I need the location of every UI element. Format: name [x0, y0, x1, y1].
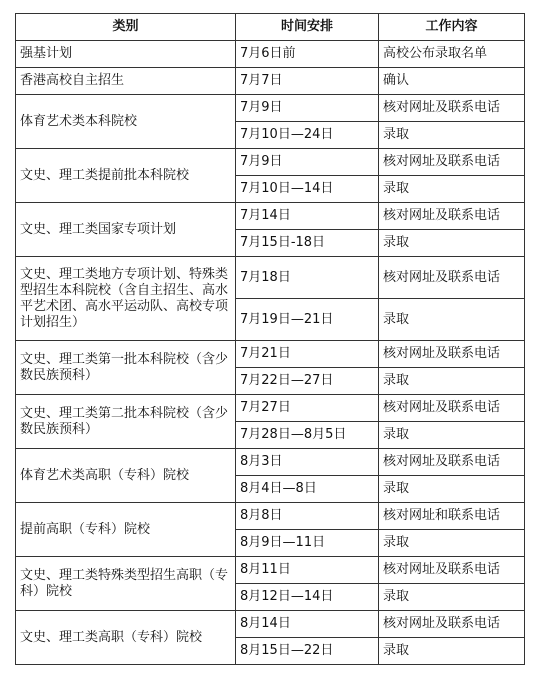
category-cell: 提前高职（专科）院校	[16, 503, 236, 557]
task-cell: 核对网址及联系电话	[379, 341, 525, 368]
header-task: 工作内容	[379, 14, 525, 41]
time-cell: 8月12日—14日	[236, 584, 379, 611]
table-row	[16, 257, 525, 299]
time-cell: 8月3日	[236, 449, 379, 476]
time-cell: 7月21日	[236, 341, 379, 368]
task-cell: 录取	[379, 638, 525, 665]
task-cell: 录取	[379, 176, 525, 203]
table-row	[16, 611, 525, 638]
task-cell: 录取	[379, 122, 525, 149]
time-cell: 7月19日—21日	[236, 299, 379, 341]
task-cell: 核对网址及联系电话	[379, 95, 525, 122]
schedule-table-container	[15, 13, 525, 665]
table-row	[16, 395, 525, 422]
table-row	[16, 68, 525, 95]
category-cell: 体育艺术类本科院校	[16, 95, 236, 149]
category-cell: 文史、理工类地方专项计划、特殊类型招生本科院校（含自主招生、高水平艺术团、高水平运动队、高校专项计划招生）	[16, 257, 236, 341]
time-cell: 7月10日—24日	[236, 122, 379, 149]
task-cell: 录取	[379, 422, 525, 449]
task-cell: 核对网址及联系电话	[379, 257, 525, 299]
category-cell: 文史、理工类国家专项计划	[16, 203, 236, 257]
category-cell: 强基计划	[16, 41, 236, 68]
time-cell: 7月10日—14日	[236, 176, 379, 203]
time-cell: 7月28日—8月5日	[236, 422, 379, 449]
time-cell: 7月9日	[236, 149, 379, 176]
task-cell: 高校公布录取名单	[379, 41, 525, 68]
task-cell: 核对网址及联系电话	[379, 449, 525, 476]
time-cell: 8月14日	[236, 611, 379, 638]
time-cell: 8月9日—11日	[236, 530, 379, 557]
table-header-row	[16, 14, 525, 41]
header-time: 时间安排	[236, 14, 379, 41]
task-cell: 确认	[379, 68, 525, 95]
task-cell: 录取	[379, 230, 525, 257]
table-row	[16, 341, 525, 368]
category-cell: 文史、理工类特殊类型招生高职（专科）院校	[16, 557, 236, 611]
task-cell: 核对网址和联系电话	[379, 503, 525, 530]
table-body	[16, 41, 525, 665]
category-cell: 文史、理工类提前批本科院校	[16, 149, 236, 203]
time-cell: 7月14日	[236, 203, 379, 230]
table-row	[16, 503, 525, 530]
time-cell: 8月15日—22日	[236, 638, 379, 665]
task-cell: 录取	[379, 476, 525, 503]
time-cell: 8月4日—8日	[236, 476, 379, 503]
task-cell: 录取	[379, 368, 525, 395]
category-cell: 文史、理工类第一批本科院校（含少数民族预科）	[16, 341, 236, 395]
time-cell: 7月27日	[236, 395, 379, 422]
admission-schedule-table	[15, 13, 525, 665]
task-cell: 核对网址及联系电话	[379, 611, 525, 638]
task-cell: 录取	[379, 530, 525, 557]
time-cell: 7月7日	[236, 68, 379, 95]
task-cell: 核对网址及联系电话	[379, 149, 525, 176]
time-cell: 7月18日	[236, 257, 379, 299]
table-row	[16, 449, 525, 476]
table-row	[16, 149, 525, 176]
task-cell: 录取	[379, 584, 525, 611]
task-cell: 核对网址及联系电话	[379, 203, 525, 230]
table-row	[16, 41, 525, 68]
table-row	[16, 95, 525, 122]
header-category: 类别	[16, 14, 236, 41]
category-cell: 香港高校自主招生	[16, 68, 236, 95]
time-cell: 7月22日—27日	[236, 368, 379, 395]
table-row	[16, 557, 525, 584]
task-cell: 核对网址及联系电话	[379, 395, 525, 422]
table-row	[16, 203, 525, 230]
time-cell: 8月11日	[236, 557, 379, 584]
time-cell: 8月8日	[236, 503, 379, 530]
task-cell: 录取	[379, 299, 525, 341]
time-cell: 7月15日-18日	[236, 230, 379, 257]
time-cell: 7月6日前	[236, 41, 379, 68]
category-cell: 文史、理工类高职（专科）院校	[16, 611, 236, 665]
time-cell: 7月9日	[236, 95, 379, 122]
category-cell: 文史、理工类第二批本科院校（含少数民族预科）	[16, 395, 236, 449]
task-cell: 核对网址及联系电话	[379, 557, 525, 584]
category-cell: 体育艺术类高职（专科）院校	[16, 449, 236, 503]
